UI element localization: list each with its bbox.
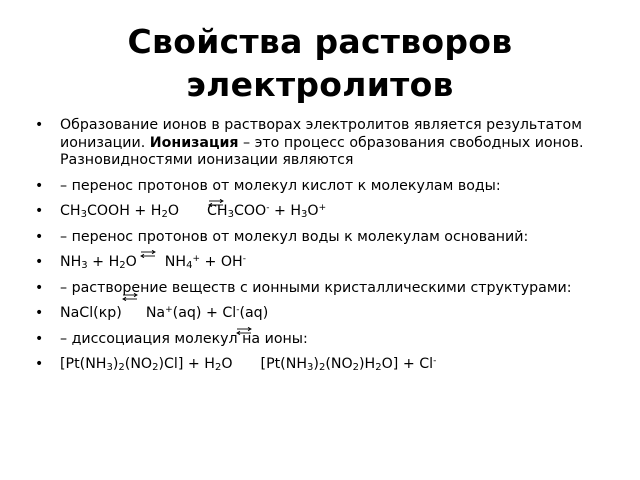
equation-4-left: $[Pt(NH_3)_2(NO_2)Cl] + H_2O$ — [60, 356, 233, 373]
equation-3-right: Na+(aq) + Cl-(aq) — [145, 305, 269, 321]
equation-3-left: NaCl(кр) — [60, 305, 122, 321]
bullet-icon: • — [35, 177, 44, 194]
bullet-icon: • — [35, 330, 44, 347]
title-line-2: электролитов — [186, 65, 454, 104]
intro-bold-term: Ионизация — [149, 134, 239, 151]
bullet-icon: • — [35, 203, 44, 219]
bullet-icon: • — [35, 117, 44, 133]
list-item-type-3 — [32, 280, 612, 298]
list-item-equation-4 — [32, 356, 612, 374]
title-line-1: Свойства растворов — [127, 22, 513, 61]
type-4-text: – диссоциация молекул на ионы: — [60, 330, 308, 347]
list-item-equation-1 — [32, 203, 612, 221]
equation-2-left: $NH_3 + H_2O$ — [60, 254, 137, 271]
intro-text-cont: – это процесс образования свободных ионов. Разновидностями ионизации являются — [60, 134, 584, 168]
slide-title — [0, 20, 640, 106]
equilibrium-arrows-icon — [208, 199, 224, 207]
list-item-type-2 — [32, 229, 612, 247]
bullet-list — [32, 117, 612, 382]
equation-1-left: $CH_3COOH + H_2O$ — [60, 203, 179, 220]
type-2-text: – перенос протонов от молекул воды к молекулам оснований: — [60, 228, 529, 245]
list-item-equation-3 — [32, 305, 612, 323]
type-3-text: – растворение веществ с ионными кристаллическими структурами: — [60, 279, 572, 296]
bullet-icon: • — [35, 254, 44, 270]
equilibrium-arrows-icon — [140, 250, 156, 258]
type-1-text: – перенос протонов от молекул кислот к молекулам воды: — [60, 177, 501, 194]
list-item-type-4 — [32, 331, 612, 349]
bullet-icon: • — [35, 305, 44, 321]
equation-4-right: $[Pt(NH_3)_2(NO_2)H_2O] + Cl^-$ — [260, 356, 437, 373]
bullet-icon: • — [35, 228, 44, 245]
bullet-icon: • — [35, 279, 44, 296]
bullet-icon: • — [35, 356, 44, 372]
list-item-intro — [32, 117, 612, 170]
intro-text: Образование ионов в растворах электролитов является результатом ионизации. — [60, 117, 582, 151]
equation-2-right: $NH_4^+ + OH^-$ — [164, 254, 246, 271]
equation-1-right: $CH_3COO^- + H_3O^+$ — [206, 203, 327, 220]
list-item-equation-2 — [32, 254, 612, 272]
equilibrium-arrows-icon — [236, 327, 252, 335]
equilibrium-arrows-icon — [122, 293, 138, 301]
list-item-type-1 — [32, 178, 612, 196]
